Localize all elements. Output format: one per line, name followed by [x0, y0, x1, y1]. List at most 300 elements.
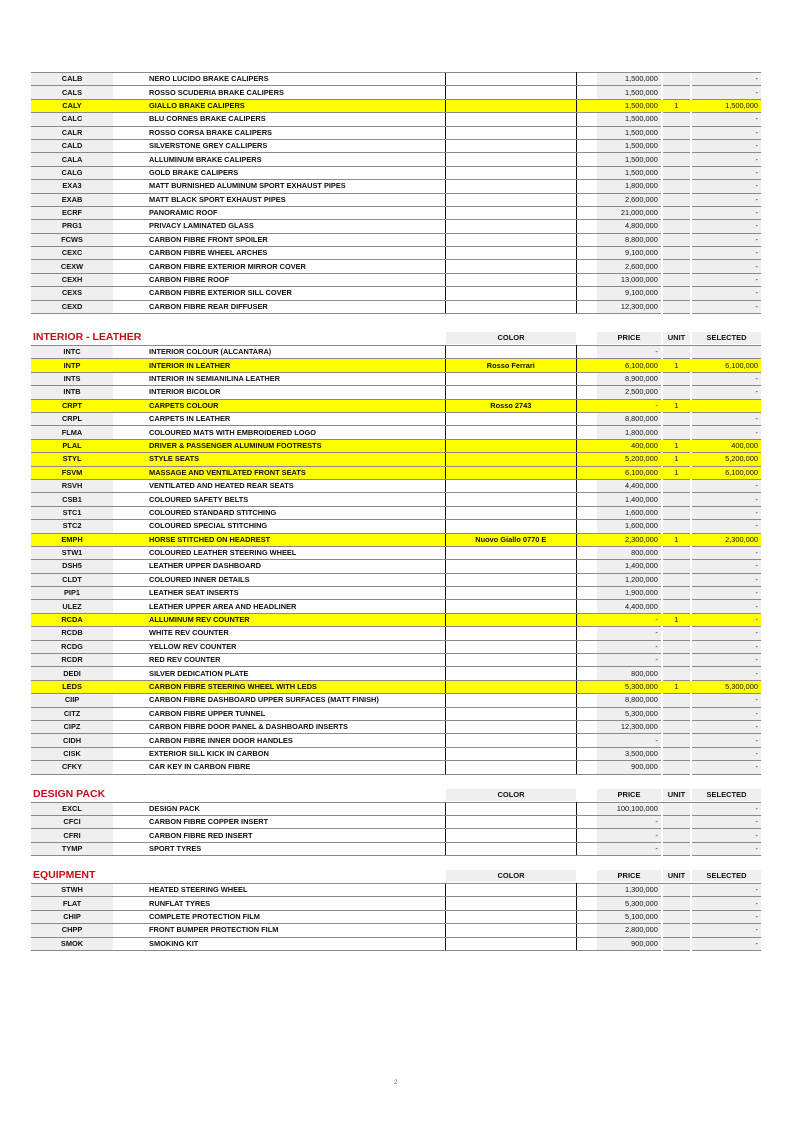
price-list-page — [31, 72, 761, 965]
option-color[interactable] — [445, 640, 576, 653]
option-price: 900,000 — [597, 937, 661, 950]
option-price: 1,500,000 — [597, 126, 661, 139]
option-selected-total: - — [692, 193, 761, 206]
option-color[interactable] — [445, 897, 576, 910]
column-header-selected: SELECTED — [692, 332, 761, 344]
option-unit[interactable]: 1 — [663, 99, 690, 112]
option-color[interactable] — [445, 802, 576, 815]
section-header — [31, 789, 761, 802]
option-code: PRG1 — [31, 220, 113, 233]
spacer — [576, 466, 597, 479]
option-code: CFKY — [31, 761, 113, 774]
option-unit[interactable]: 1 — [663, 453, 690, 466]
option-unit[interactable] — [663, 842, 690, 855]
table-row-selected[interactable] — [31, 680, 761, 693]
option-color[interactable] — [445, 747, 576, 760]
table-row[interactable] — [31, 520, 761, 533]
spacer — [576, 73, 597, 86]
option-price: 1,500,000 — [597, 166, 661, 179]
option-color[interactable] — [445, 439, 576, 452]
option-unit[interactable] — [663, 802, 690, 815]
option-unit[interactable] — [663, 412, 690, 425]
option-unit[interactable] — [663, 734, 690, 747]
option-unit[interactable] — [663, 560, 690, 573]
option-color[interactable] — [445, 273, 576, 286]
option-color[interactable] — [445, 73, 576, 86]
option-unit[interactable] — [663, 667, 690, 680]
option-color[interactable] — [445, 180, 576, 193]
option-price: 13,000,000 — [597, 273, 661, 286]
option-code: CFCI — [31, 815, 113, 828]
table-row[interactable] — [31, 247, 761, 260]
option-code: EXCL — [31, 802, 113, 815]
option-code: DSH5 — [31, 560, 113, 573]
option-price: 12,300,000 — [597, 300, 661, 313]
option-selected-total: 1,500,000 — [692, 99, 761, 112]
option-unit[interactable] — [663, 654, 690, 667]
option-color[interactable] — [445, 193, 576, 206]
column-header-unit: UNIT — [663, 789, 690, 801]
option-selected-total: - — [692, 802, 761, 815]
option-unit[interactable] — [663, 761, 690, 774]
option-description: FRONT BUMPER PROTECTION FILM — [113, 924, 445, 937]
option-selected-total: - — [692, 694, 761, 707]
option-color[interactable] — [445, 829, 576, 842]
option-unit[interactable] — [663, 166, 690, 179]
table-row[interactable] — [31, 600, 761, 613]
spacer — [576, 273, 597, 286]
option-color[interactable] — [445, 884, 576, 897]
option-description: CAR KEY IN CARBON FIBRE — [113, 761, 445, 774]
table-row[interactable] — [31, 627, 761, 640]
option-code: CALD — [31, 139, 113, 152]
table-row[interactable] — [31, 720, 761, 733]
option-price: 1,200,000 — [597, 573, 661, 586]
option-unit[interactable]: 1 — [663, 399, 690, 412]
option-color[interactable] — [445, 707, 576, 720]
table-row[interactable] — [31, 386, 761, 399]
spacer — [576, 359, 597, 372]
spacer — [576, 426, 597, 439]
option-price: - — [597, 842, 661, 855]
table-row[interactable] — [31, 654, 761, 667]
table-row-selected[interactable] — [31, 466, 761, 479]
option-code: FSVM — [31, 466, 113, 479]
option-price: 6,100,000 — [597, 466, 661, 479]
option-color[interactable] — [445, 680, 576, 693]
table-row[interactable] — [31, 747, 761, 760]
table-row[interactable] — [31, 707, 761, 720]
option-unit[interactable] — [663, 587, 690, 600]
spacer — [576, 493, 597, 506]
table-row[interactable] — [31, 761, 761, 774]
spacer — [576, 193, 597, 206]
option-description: SMOKING KIT — [113, 937, 445, 950]
table-row[interactable] — [31, 802, 761, 815]
option-price: 900,000 — [597, 761, 661, 774]
option-price: 8,800,000 — [597, 694, 661, 707]
option-selected-total: - — [692, 897, 761, 910]
option-color[interactable] — [445, 386, 576, 399]
option-color[interactable] — [445, 412, 576, 425]
option-selected-total: - — [692, 573, 761, 586]
option-unit[interactable] — [663, 260, 690, 273]
option-unit[interactable] — [663, 720, 690, 733]
option-selected-total: - — [692, 386, 761, 399]
option-price: 1,600,000 — [597, 520, 661, 533]
table-row[interactable] — [31, 206, 761, 219]
table-row[interactable] — [31, 815, 761, 828]
option-code: CEXW — [31, 260, 113, 273]
option-color[interactable] — [445, 300, 576, 313]
option-unit[interactable] — [663, 153, 690, 166]
option-color[interactable] — [445, 466, 576, 479]
option-unit[interactable] — [663, 479, 690, 492]
table-row[interactable] — [31, 113, 761, 126]
option-code: STC2 — [31, 520, 113, 533]
table-row[interactable] — [31, 273, 761, 286]
option-selected-total: 400,000 — [692, 439, 761, 452]
option-description: INTERIOR IN SEMIANILINA LEATHER — [113, 372, 445, 385]
option-color[interactable] — [445, 910, 576, 923]
option-unit[interactable] — [663, 73, 690, 86]
option-code: CRPT — [31, 399, 113, 412]
option-color[interactable] — [445, 99, 576, 112]
option-color[interactable] — [445, 506, 576, 519]
option-selected-total: - — [692, 260, 761, 273]
table-row[interactable] — [31, 937, 761, 950]
option-price: 1,900,000 — [597, 587, 661, 600]
option-color[interactable] — [445, 493, 576, 506]
option-description: RED REV COUNTER — [113, 654, 445, 667]
option-selected-total: - — [692, 761, 761, 774]
spacer — [576, 439, 597, 452]
option-selected-total: - — [692, 372, 761, 385]
option-unit[interactable] — [663, 600, 690, 613]
option-price: 3,500,000 — [597, 747, 661, 760]
option-color[interactable] — [445, 667, 576, 680]
table-row[interactable] — [31, 220, 761, 233]
option-unit[interactable]: 1 — [663, 533, 690, 546]
option-color[interactable] — [445, 600, 576, 613]
option-unit[interactable] — [663, 206, 690, 219]
option-price: 1,500,000 — [597, 73, 661, 86]
option-unit[interactable] — [663, 884, 690, 897]
option-color[interactable] — [445, 153, 576, 166]
option-color[interactable] — [445, 346, 576, 359]
option-unit[interactable] — [663, 247, 690, 260]
option-description: BLU CORNES BRAKE CALIPERS — [113, 113, 445, 126]
option-color[interactable] — [445, 842, 576, 855]
table-row[interactable] — [31, 139, 761, 152]
option-unit[interactable] — [663, 180, 690, 193]
option-unit[interactable] — [663, 829, 690, 842]
option-code: CALS — [31, 86, 113, 99]
table-row[interactable] — [31, 260, 761, 273]
option-selected-total: - — [692, 587, 761, 600]
options-table — [31, 802, 761, 857]
option-unit[interactable] — [663, 640, 690, 653]
option-description: CARBON FIBRE UPPER TUNNEL — [113, 707, 445, 720]
table-row[interactable] — [31, 587, 761, 600]
option-selected-total: - — [692, 220, 761, 233]
spacer — [576, 937, 597, 950]
spacer — [576, 694, 597, 707]
option-unit[interactable] — [663, 747, 690, 760]
option-selected-total: - — [692, 412, 761, 425]
table-row[interactable] — [31, 493, 761, 506]
option-unit[interactable] — [663, 897, 690, 910]
table-row[interactable] — [31, 412, 761, 425]
option-color[interactable] — [445, 287, 576, 300]
table-row[interactable] — [31, 884, 761, 897]
spacer — [576, 86, 597, 99]
option-price: 2,500,000 — [597, 386, 661, 399]
option-color[interactable] — [445, 815, 576, 828]
option-unit[interactable] — [663, 573, 690, 586]
table-row[interactable] — [31, 479, 761, 492]
option-unit[interactable] — [663, 386, 690, 399]
option-price: 1,300,000 — [597, 884, 661, 897]
option-color[interactable] — [445, 113, 576, 126]
table-row[interactable] — [31, 640, 761, 653]
option-code: RSVH — [31, 479, 113, 492]
option-description: WHITE REV COUNTER — [113, 627, 445, 640]
option-selected-total: 5,300,000 — [692, 680, 761, 693]
table-row-selected[interactable] — [31, 453, 761, 466]
option-unit[interactable] — [663, 346, 690, 359]
option-unit[interactable] — [663, 193, 690, 206]
option-selected-total: - — [692, 300, 761, 313]
table-row[interactable] — [31, 506, 761, 519]
option-unit[interactable]: 1 — [663, 359, 690, 372]
option-code: EXAB — [31, 193, 113, 206]
option-unit[interactable] — [663, 273, 690, 286]
option-unit[interactable] — [663, 233, 690, 246]
option-color[interactable] — [445, 86, 576, 99]
option-code: ECRF — [31, 206, 113, 219]
option-color[interactable] — [445, 247, 576, 260]
spacer — [576, 139, 597, 152]
option-unit[interactable]: 1 — [663, 466, 690, 479]
option-selected-total: 5,200,000 — [692, 453, 761, 466]
option-code: CALG — [31, 166, 113, 179]
option-unit[interactable] — [663, 520, 690, 533]
option-color[interactable]: Rosso Ferrari — [445, 359, 576, 372]
table-row[interactable] — [31, 86, 761, 99]
option-color[interactable] — [445, 573, 576, 586]
table-row-selected[interactable] — [31, 533, 761, 546]
table-row[interactable] — [31, 426, 761, 439]
option-color[interactable] — [445, 720, 576, 733]
option-price: 1,500,000 — [597, 139, 661, 152]
option-color[interactable] — [445, 654, 576, 667]
option-code: EMPH — [31, 533, 113, 546]
spacer — [576, 220, 597, 233]
option-unit[interactable] — [663, 707, 690, 720]
table-row[interactable] — [31, 346, 761, 359]
table-row[interactable] — [31, 153, 761, 166]
option-code: CALC — [31, 113, 113, 126]
option-description: COLOURED STANDARD STITCHING — [113, 506, 445, 519]
spacer — [576, 260, 597, 273]
table-row[interactable] — [31, 180, 761, 193]
spacer — [576, 829, 597, 842]
option-selected-total: - — [692, 247, 761, 260]
option-code: CITZ — [31, 707, 113, 720]
table-row[interactable] — [31, 300, 761, 313]
option-color[interactable] — [445, 694, 576, 707]
option-price: 1,500,000 — [597, 99, 661, 112]
option-unit[interactable]: 1 — [663, 439, 690, 452]
option-unit[interactable] — [663, 126, 690, 139]
table-row[interactable] — [31, 897, 761, 910]
spacer — [576, 587, 597, 600]
option-price: - — [597, 654, 661, 667]
option-unit[interactable] — [663, 493, 690, 506]
table-row[interactable] — [31, 193, 761, 206]
table-row[interactable] — [31, 829, 761, 842]
option-price: - — [597, 640, 661, 653]
option-color[interactable] — [445, 139, 576, 152]
table-row[interactable] — [31, 667, 761, 680]
spacer — [576, 560, 597, 573]
option-color[interactable] — [445, 924, 576, 937]
option-selected-total: - — [692, 166, 761, 179]
table-row[interactable] — [31, 546, 761, 559]
option-price: 1,500,000 — [597, 153, 661, 166]
option-color[interactable] — [445, 426, 576, 439]
option-unit[interactable] — [663, 910, 690, 923]
option-selected-total: - — [692, 506, 761, 519]
table-row-selected[interactable] — [31, 359, 761, 372]
option-code: CIIP — [31, 694, 113, 707]
option-description: DESIGN PACK — [113, 802, 445, 815]
option-code: STW1 — [31, 546, 113, 559]
option-color[interactable] — [445, 587, 576, 600]
option-unit[interactable] — [663, 139, 690, 152]
option-unit[interactable] — [663, 924, 690, 937]
option-color[interactable]: Nuovo Giallo 0770 E — [445, 533, 576, 546]
option-color[interactable] — [445, 520, 576, 533]
option-color[interactable] — [445, 166, 576, 179]
spacer — [576, 386, 597, 399]
table-row[interactable] — [31, 126, 761, 139]
section-title: DESIGN PACK — [33, 787, 106, 800]
option-color[interactable] — [445, 372, 576, 385]
option-code: CEXH — [31, 273, 113, 286]
column-header-color: COLOR — [446, 332, 576, 344]
option-selected-total: - — [692, 667, 761, 680]
option-description: INTERIOR IN LEATHER — [113, 359, 445, 372]
option-unit[interactable] — [663, 287, 690, 300]
table-row[interactable] — [31, 560, 761, 573]
option-code: CALB — [31, 73, 113, 86]
option-unit[interactable]: 1 — [663, 613, 690, 626]
table-row[interactable] — [31, 573, 761, 586]
option-color[interactable] — [445, 627, 576, 640]
table-row[interactable] — [31, 842, 761, 855]
spacer — [576, 399, 597, 412]
table-row[interactable] — [31, 233, 761, 246]
option-color[interactable] — [445, 453, 576, 466]
option-color[interactable] — [445, 546, 576, 559]
option-unit[interactable] — [663, 113, 690, 126]
option-code: SMOK — [31, 937, 113, 950]
option-color[interactable]: Rosso 2743 — [445, 399, 576, 412]
table-row[interactable] — [31, 910, 761, 923]
option-color[interactable] — [445, 233, 576, 246]
spacer — [576, 166, 597, 179]
spacer — [576, 654, 597, 667]
option-color[interactable] — [445, 560, 576, 573]
table-row[interactable] — [31, 694, 761, 707]
option-color[interactable] — [445, 761, 576, 774]
option-code: EXA3 — [31, 180, 113, 193]
table-row[interactable] — [31, 73, 761, 86]
option-unit[interactable] — [663, 937, 690, 950]
table-row[interactable] — [31, 287, 761, 300]
option-color[interactable] — [445, 260, 576, 273]
option-price: 800,000 — [597, 546, 661, 559]
table-row[interactable] — [31, 166, 761, 179]
option-unit[interactable] — [663, 300, 690, 313]
table-row-selected[interactable] — [31, 399, 761, 412]
option-color[interactable] — [445, 613, 576, 626]
option-selected-total: - — [692, 560, 761, 573]
option-selected-total: 6,100,000 — [692, 466, 761, 479]
option-color[interactable] — [445, 479, 576, 492]
option-description: YELLOW REV COUNTER — [113, 640, 445, 653]
option-unit[interactable] — [663, 86, 690, 99]
option-unit[interactable] — [663, 546, 690, 559]
option-unit[interactable] — [663, 506, 690, 519]
option-unit[interactable] — [663, 372, 690, 385]
option-selected-total: - — [692, 426, 761, 439]
option-selected-total: - — [692, 829, 761, 842]
option-code: INTB — [31, 386, 113, 399]
table-row-selected[interactable] — [31, 439, 761, 452]
table-row-selected[interactable] — [31, 613, 761, 626]
option-color[interactable] — [445, 937, 576, 950]
option-description: INTERIOR COLOUR (ALCANTARA) — [113, 346, 445, 359]
option-color[interactable] — [445, 734, 576, 747]
option-unit[interactable] — [663, 694, 690, 707]
option-selected-total: - — [692, 654, 761, 667]
table-row[interactable] — [31, 372, 761, 385]
option-color[interactable] — [445, 220, 576, 233]
option-unit[interactable] — [663, 426, 690, 439]
option-unit[interactable] — [663, 627, 690, 640]
option-selected-total: - — [692, 884, 761, 897]
option-code: RCDB — [31, 627, 113, 640]
option-description: CARBON FIBRE COPPER INSERT — [113, 815, 445, 828]
table-row-selected[interactable] — [31, 99, 761, 112]
table-row[interactable] — [31, 734, 761, 747]
option-unit[interactable]: 1 — [663, 680, 690, 693]
option-color[interactable] — [445, 206, 576, 219]
option-code: TYMP — [31, 842, 113, 855]
table-row[interactable] — [31, 924, 761, 937]
option-unit[interactable] — [663, 220, 690, 233]
option-description: ROSSO CORSA BRAKE CALIPERS — [113, 126, 445, 139]
option-price: 9,100,000 — [597, 287, 661, 300]
option-unit[interactable] — [663, 815, 690, 828]
option-description: CARBON FIBRE FRONT SPOILER — [113, 233, 445, 246]
column-header-color: COLOR — [446, 870, 576, 882]
option-color[interactable] — [445, 126, 576, 139]
option-price: 800,000 — [597, 667, 661, 680]
